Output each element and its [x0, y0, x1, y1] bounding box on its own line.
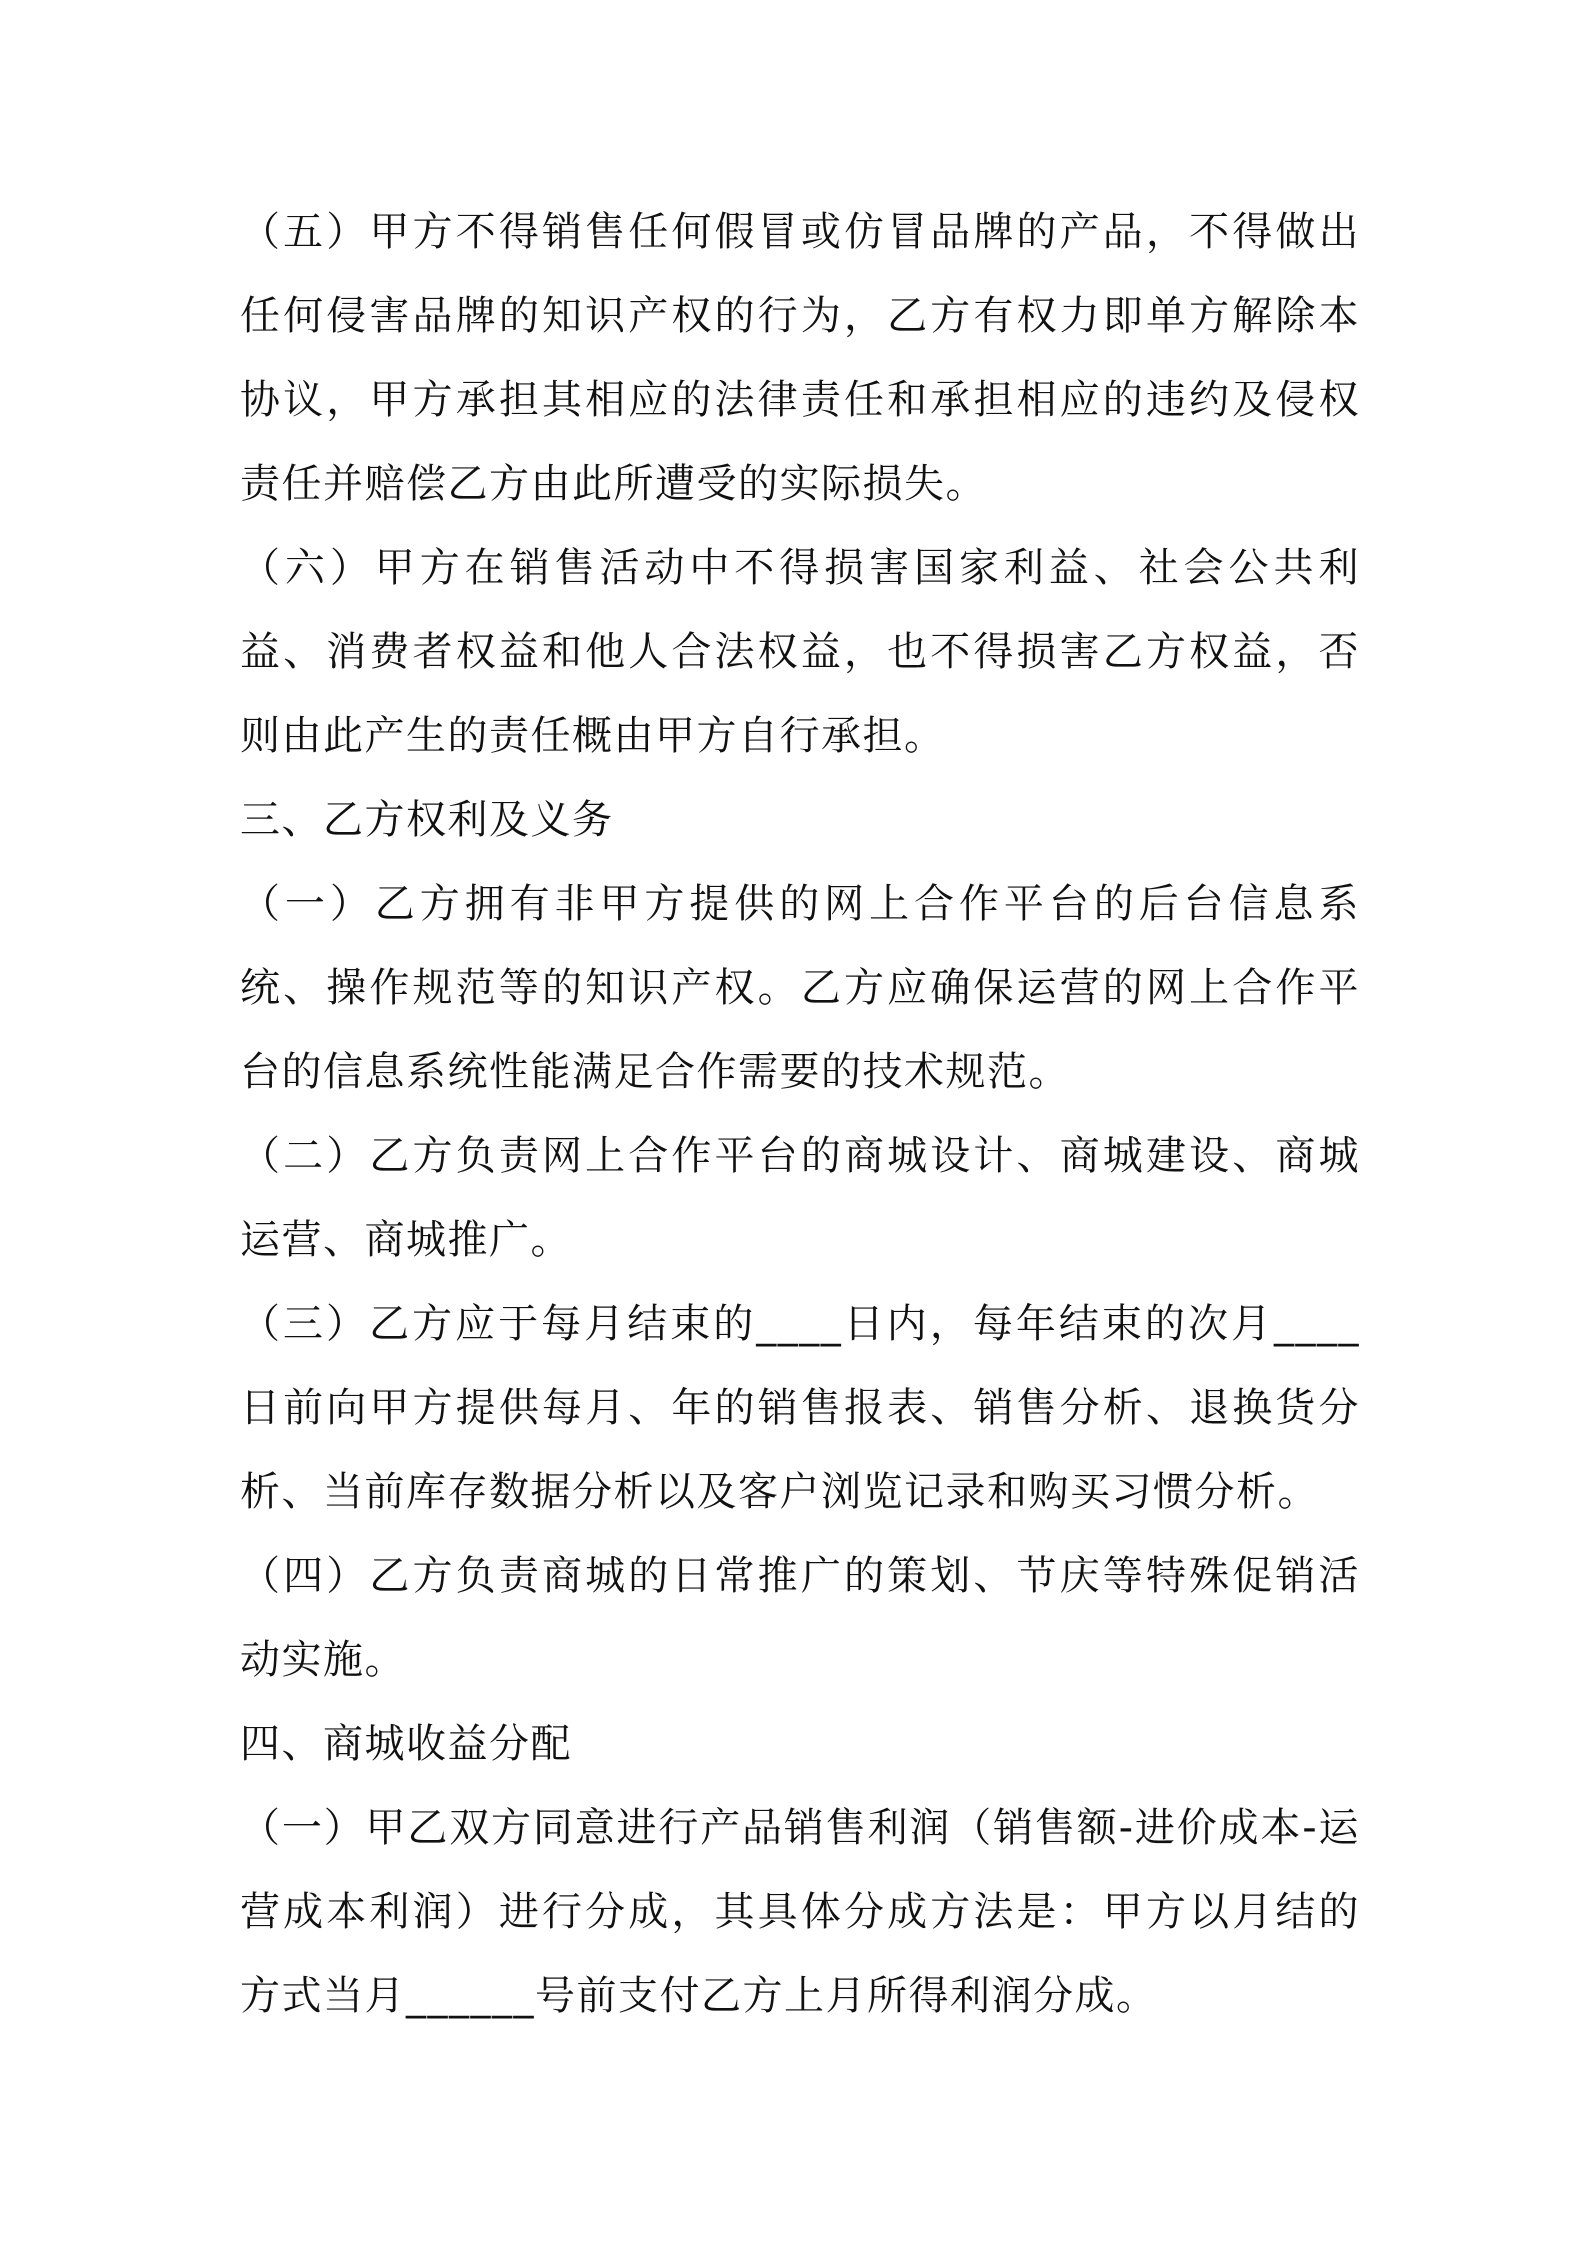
section-3-clause-3: （三）乙方应于每月结束的____日内，每年结束的次月____日前向甲方提供每月、年的销售报表、销售分析、退换货分析、当前库存数据分析以及客户浏览记录和购买习惯分析。: [240, 1301, 1360, 1515]
section-3-heading: 三、乙方权利及义务: [240, 797, 614, 843]
section-3-clause-4: （四）乙方负责商城的日常推广的策划、节庆等特殊促销活动实施。: [240, 1553, 1360, 1683]
clause-5-counterfeit: （五）甲方不得销售任何假冒或仿冒品牌的产品，不得做出任何侵害品牌的知识产权的行为，乙方有权力即单方解除本协议，甲方承担其相应的法律责任和承担相应的违约及侵权责任并赔偿乙方由此所遭受的实际损失。: [240, 209, 1360, 507]
section-3-clause-1: （一）乙方拥有非甲方提供的网上合作平台的后台信息系统、操作规范等的知识产权。乙方应确保运营的网上合作平台的信息系统性能满足合作需要的技术规范。: [240, 881, 1360, 1095]
section-4-clause-1: （一）甲乙双方同意进行产品销售利润（销售额-进价成本-运营成本利润）进行分成，其具体分成方法是：甲方以月结的方式当月______号前支付乙方上月所得利润分成。: [240, 1805, 1360, 2019]
clause-6-interests: （六）甲方在销售活动中不得损害国家利益、社会公共利益、消费者权益和他人合法权益，也不得损害乙方权益，否则由此产生的责任概由甲方自行承担。: [240, 545, 1360, 759]
section-3-clause-2: （二）乙方负责网上合作平台的商城设计、商城建设、商城运营、商城推广。: [240, 1133, 1360, 1263]
section-4-heading: 四、商城收益分配: [240, 1721, 572, 1767]
document-body: [240, 190, 1360, 2038]
